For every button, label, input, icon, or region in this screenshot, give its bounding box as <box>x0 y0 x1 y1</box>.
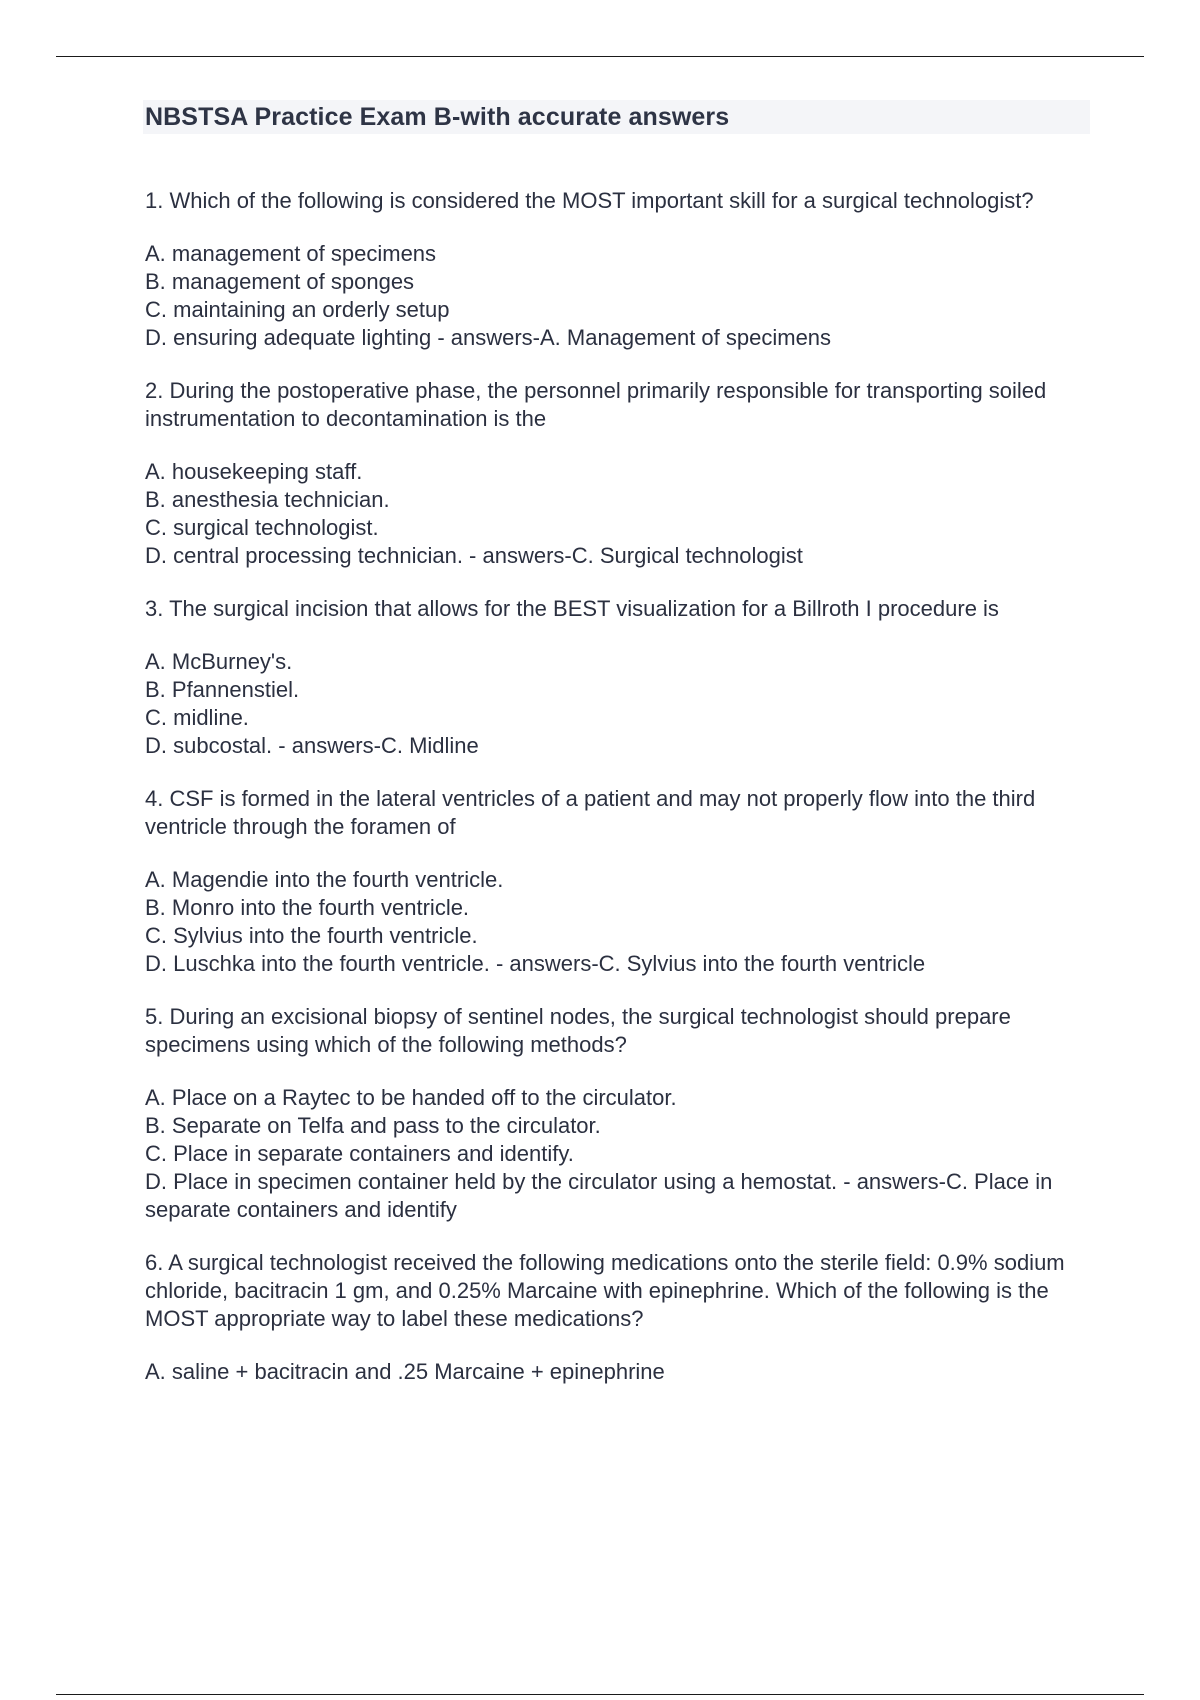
page-content <box>145 100 1090 1411</box>
question-4 <box>145 785 1090 978</box>
question-text: 3. The surgical incision that allows for the BEST visualization for a Billroth I procedure is <box>145 596 999 621</box>
option-a: A. Magendie into the fourth ventricle. <box>145 867 504 892</box>
option-b: B. Pfannenstiel. <box>145 677 300 702</box>
question-text: 6. A surgical technologist received the following medications onto the sterile field: 0.9% sodium chloride, bacitracin 1 gm, and 0.25% Marcaine with epinephrine. Which of the following is the MOST appropriate way to label these medications? <box>145 1250 1065 1331</box>
option-a: A. McBurney's. <box>145 649 293 674</box>
option-c: C. Sylvius into the fourth ventricle. <box>145 923 478 948</box>
option-d-with-answer: D. Luschka into the fourth ventricle. - answers-C. Sylvius into the fourth ventricle <box>145 951 926 976</box>
question-3 <box>145 595 1090 760</box>
option-c: C. midline. <box>145 705 249 730</box>
option-b: B. Monro into the fourth ventricle. <box>145 895 470 920</box>
question-text: 2. During the postoperative phase, the personnel primarily responsible for transporting soiled instrumentation to decontamination is the <box>145 378 1047 431</box>
question-list <box>145 187 1090 1386</box>
option-d-with-answer: D. ensuring adequate lighting - answers-A. Management of specimens <box>145 325 832 350</box>
footer-rule <box>56 1694 1144 1695</box>
option-list <box>145 866 1090 978</box>
option-list <box>145 1084 1090 1224</box>
question-1 <box>145 187 1090 352</box>
option-a: A. saline + bacitracin and .25 Marcaine + epinephrine <box>145 1359 665 1384</box>
document-title: NBSTSA Practice Exam B-with accurate answers <box>145 102 730 131</box>
question-5 <box>145 1003 1090 1224</box>
option-list <box>145 648 1090 760</box>
option-c: C. Place in separate containers and identify. <box>145 1141 574 1166</box>
question-text: 5. During an excisional biopsy of sentinel nodes, the surgical technologist should prepare specimens using which of the following methods? <box>145 1004 1011 1057</box>
option-b: B. management of sponges <box>145 269 415 294</box>
question-6 <box>145 1249 1090 1386</box>
option-list <box>145 240 1090 352</box>
question-text: 1. Which of the following is considered the MOST important skill for a surgical technologist? <box>145 188 1034 213</box>
option-d-with-answer: D. subcostal. - answers-C. Midline <box>145 733 479 758</box>
option-c: C. maintaining an orderly setup <box>145 297 450 322</box>
question-text: 4. CSF is formed in the lateral ventricles of a patient and may not properly flow into the third ventricle through the foramen of <box>145 786 1036 839</box>
title-bar <box>143 100 1090 134</box>
option-list <box>145 1358 1090 1386</box>
question-2 <box>145 377 1090 570</box>
option-a: A. Place on a Raytec to be handed off to the circulator. <box>145 1085 677 1110</box>
option-a: A. housekeeping staff. <box>145 459 363 484</box>
option-d-with-answer: D. central processing technician. - answers-C. Surgical technologist <box>145 543 803 568</box>
option-d-with-answer: D. Place in specimen container held by the circulator using a hemostat. - answers-C. Place in separate containers and identify <box>145 1169 1053 1222</box>
option-c: C. surgical technologist. <box>145 515 379 540</box>
header-rule <box>56 56 1144 57</box>
option-b: B. Separate on Telfa and pass to the circulator. <box>145 1113 601 1138</box>
option-b: B. anesthesia technician. <box>145 487 390 512</box>
option-list <box>145 458 1090 570</box>
option-a: A. management of specimens <box>145 241 437 266</box>
